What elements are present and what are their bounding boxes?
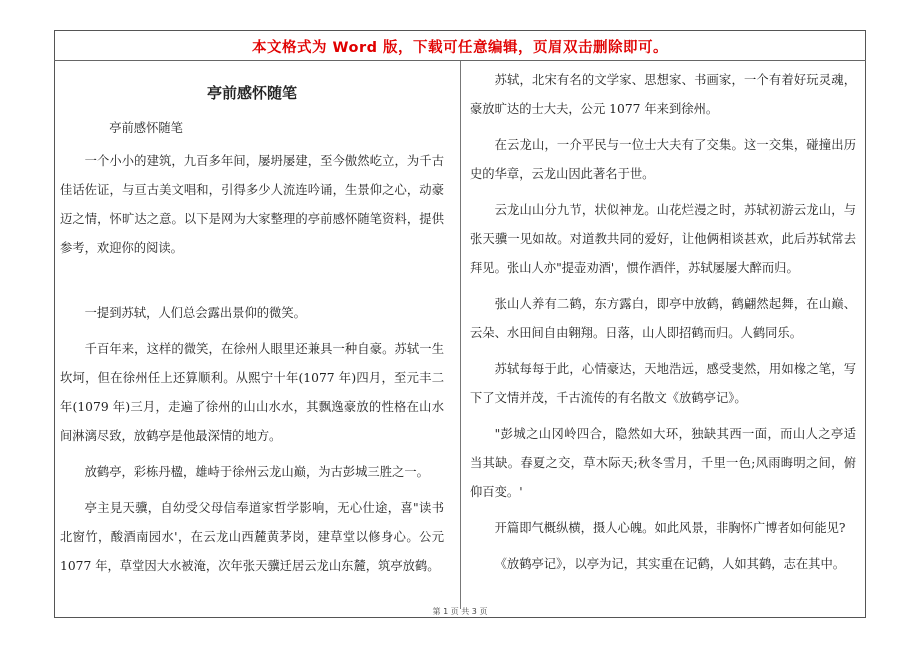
header-banner[interactable]: 本文格式为 Word 版，下载可任意编辑，页眉双击删除即可。 [251, 40, 669, 56]
column-divider [460, 61, 461, 609]
paragraph: 在云龙山，一介平民与一位士大夫有了交集。这一交集，碰撞出历史的华章，云龙山因此著名于世。 [470, 138, 856, 181]
paragraph: 一提到苏轼，人们总会露出景仰的微笑。 [84, 306, 306, 320]
document-title: 亭前感怀随笔 [206, 84, 297, 102]
paragraph: 放鹤亭，彩栋丹楹，雄峙于徐州云龙山巅，为古彭城三胜之一。 [84, 465, 429, 479]
paragraph: 苏轼，北宋有名的文学家、思想家、书画家，一个有着好玩灵魂，豪放旷达的士大夫，公元 1077 年来到徐州。 [470, 73, 856, 116]
paragraph: 千百年来，这样的微笑，在徐州人眼里还兼具一种自豪。苏轼一生坎坷，但在徐州任上还算顺利。从熙宁十年(1077 年)四月，至元丰二年(1079 年)三月，走遍了徐州的山山水水，其飘逸豪放的性格在山水间淋漓尽致，放鹤亭是他最深情的地方。 [60, 342, 444, 443]
paragraph: 亭前感怀随笔 [109, 121, 183, 135]
right-column [470, 66, 856, 586]
paragraph: 张山人养有二鹤，东方露白，即亭中放鹤，鹤翩然起舞，在山巅、云朵、水田间自由翱翔。日落，山人即招鹤而归。人鹤同乐。 [470, 297, 856, 340]
paragraph: 亭主見天骥，自幼受父母信奉道家哲学影响，无心仕途，喜"读书北窗竹，酸酒南园水'，在云龙山西麓黄茅岗，建草堂以修身心。公元 1077 年，草堂因大水被淹，次年张天骥迁居云龙山东麓，筑亭放鹤。 [60, 501, 444, 573]
paragraph: 苏轼每每于此，心情豪达，天地浩远，感受斐然，用如椽之笔，写下了文情并茂，千古流传的有名散文《放鹤亭记》。 [470, 362, 856, 405]
paragraph: "彭城之山冈岭四合，隐然如大环，独缺其西一面，而山人之亭适当其缺。春夏之交，草木际天;秋冬雪月，千里一色;风雨晦明之间，俯仰百变。' [470, 427, 856, 499]
left-column [60, 66, 444, 588]
paragraph: 云龙山山分九节，状似神龙。山花烂漫之时，苏轼初游云龙山，与张天骥一见如故。对道教共同的爱好，让他俩相谈甚欢，此后苏轼常去拜见。张山人亦"提壶劝酒'，惯作酒伴，苏轼屡屡大醉而归。 [470, 203, 856, 275]
page-number: 第 1 页 共 3 页 [432, 607, 488, 616]
paragraph: 一个小小的建筑，九百多年间，屡坍屡建，至今傲然屹立，为千古佳话佐证，与亘古美文唱和，引得多少人流连吟诵，生景仰之心，动豪迈之情，怀旷达之意。以下是网为大家整理的亭前感怀随笔资料，提供参考，欢迎你的阅读。 [60, 154, 444, 255]
paragraph: 《放鹤亭记》，以亭为记，其实重在记鹤，人如其鹤，志在其中。 [494, 557, 846, 571]
paragraph: 开篇即气概纵横，摄人心魄。如此风景，非胸怀广博者如何能见? [494, 521, 846, 535]
